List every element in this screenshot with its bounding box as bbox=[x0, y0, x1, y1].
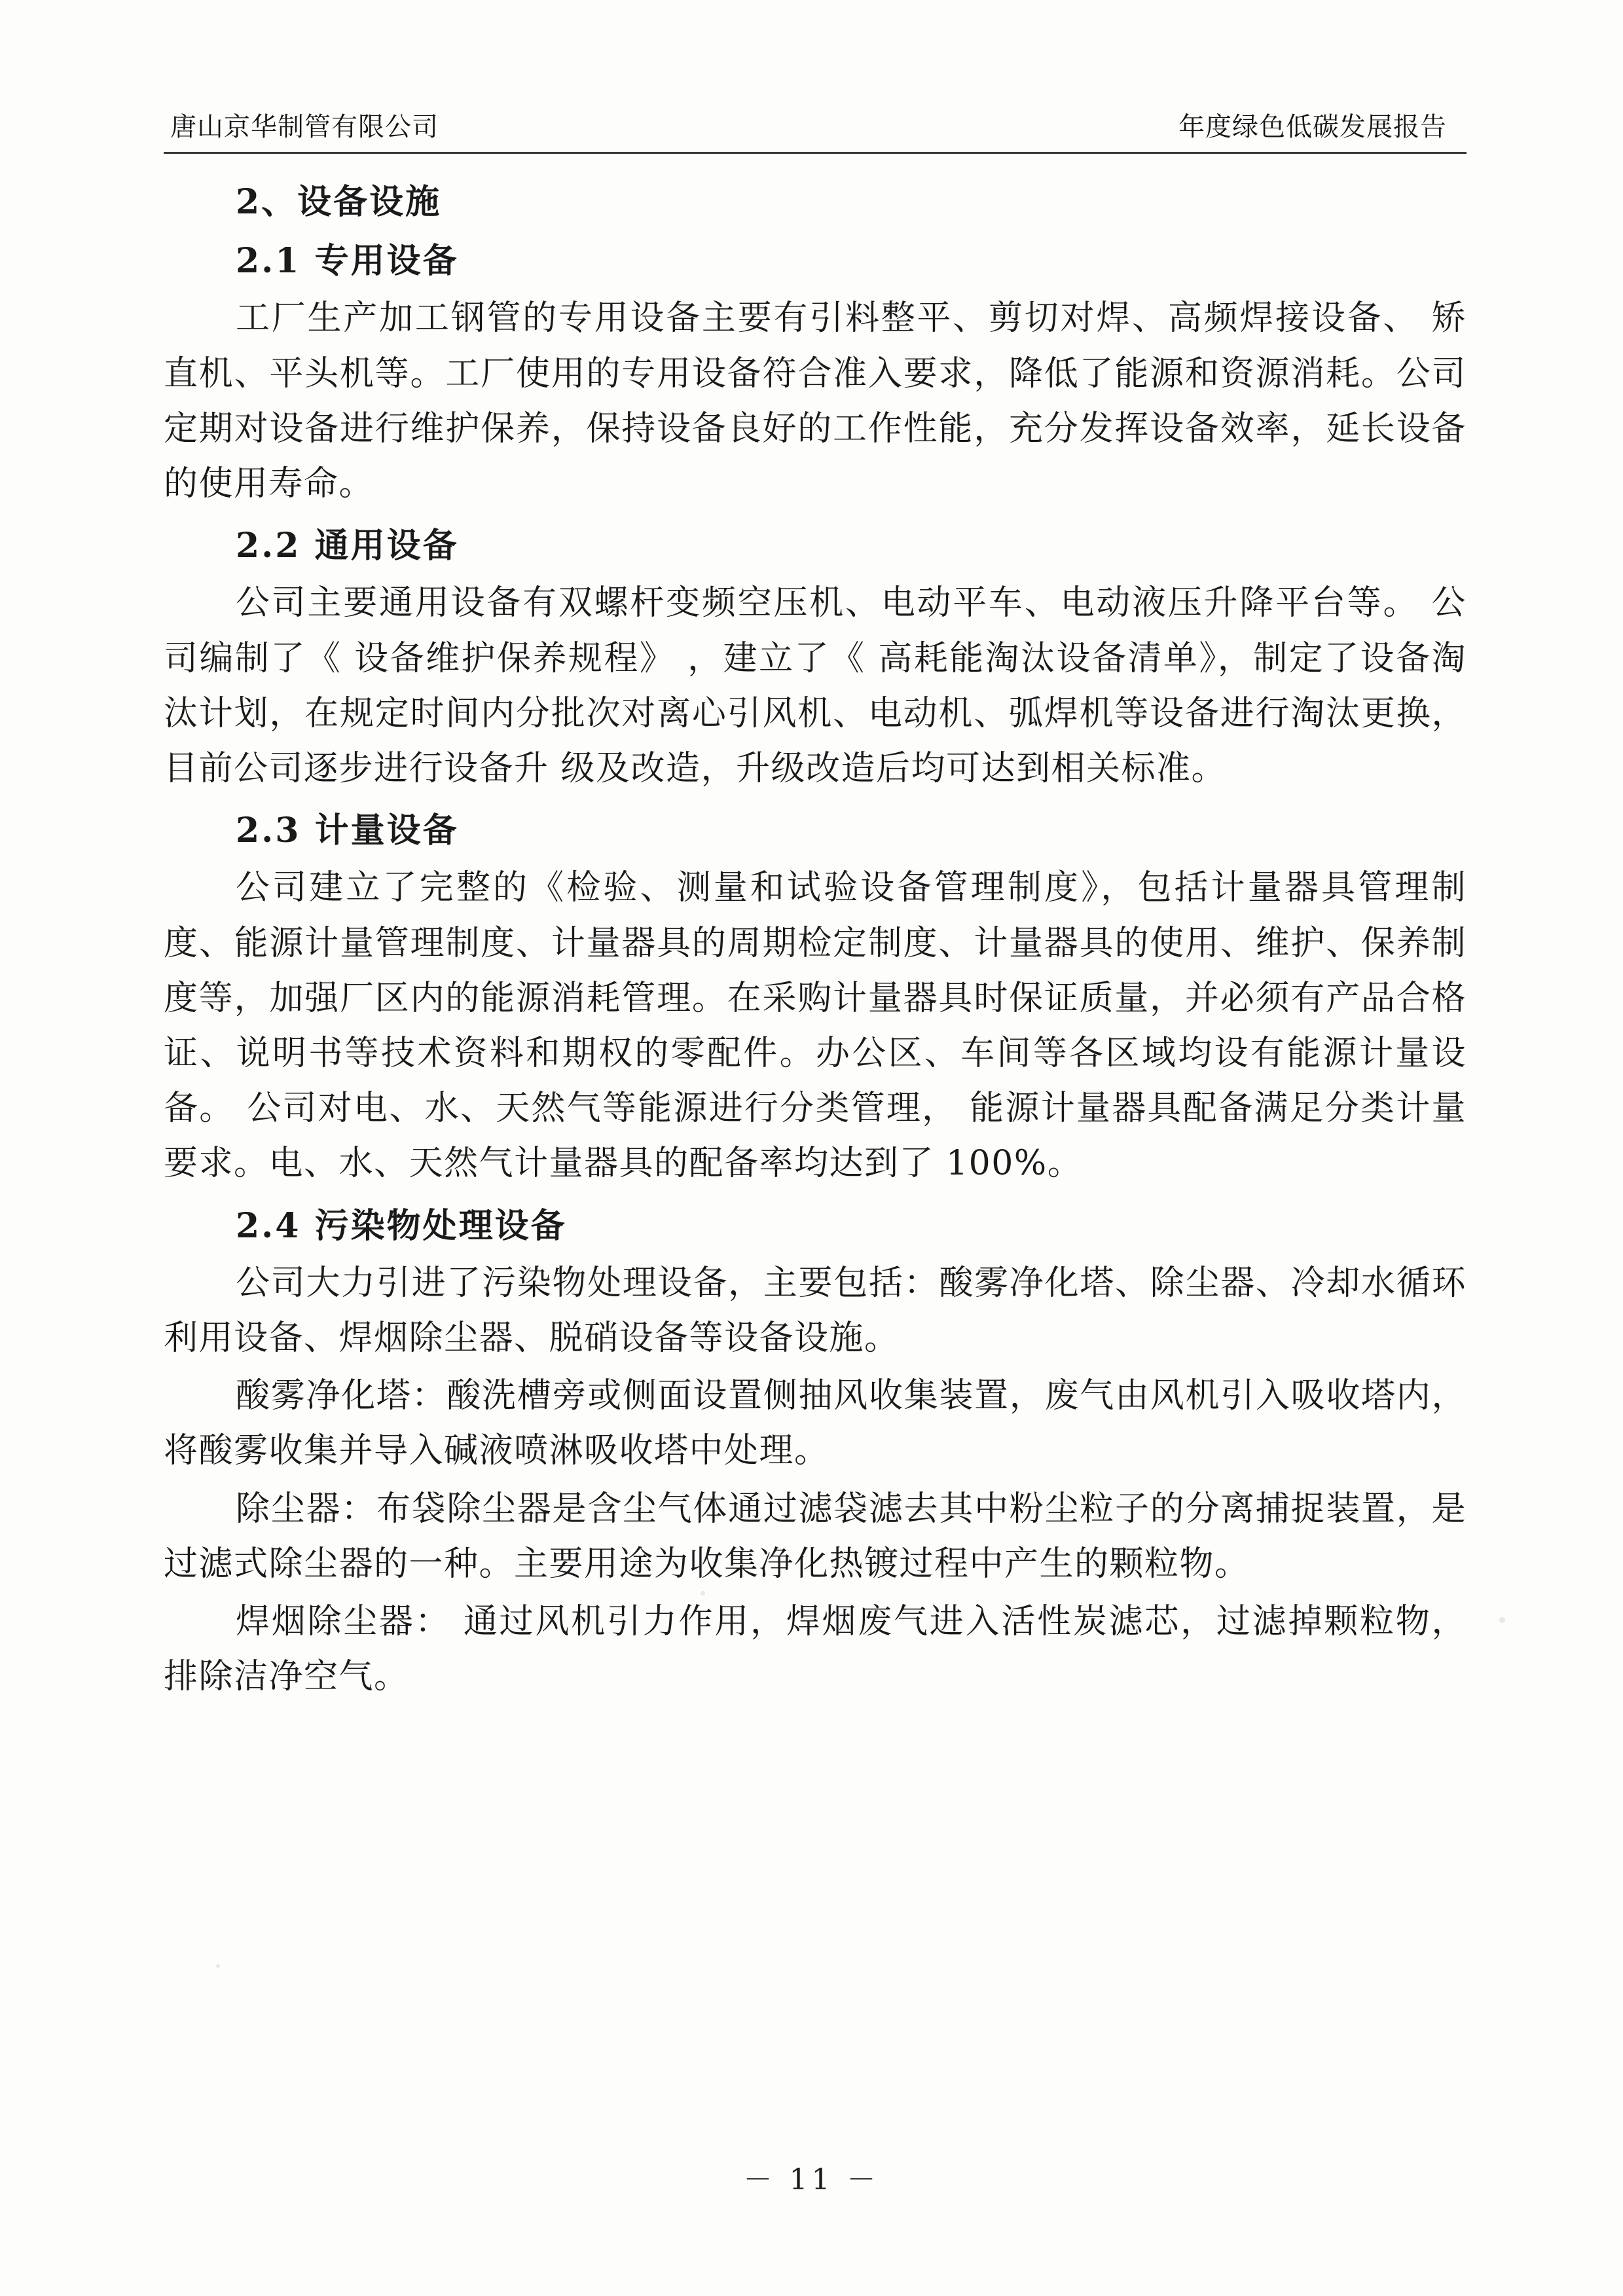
paragraph-dust-collector: 除尘器：布袋除尘器是含尘气体通过滤袋滤去其中粉尘粒子的分离捕捉装置，是过滤式除尘器的一种。主要用途为收集净化热镀过程中产生的颗粒物。 bbox=[164, 1489, 1467, 1584]
paragraph-general-equipment: 公司主要通用设备有双螺杆变频空压机、电动平车、电动液压升降平台等。 公司编制了《 设备维护保养规程》 ，建立了《 高耗能淘汰设备清单》，制定了设备淘汰计划，在规定时间内分批次对离心引风机、电动机、弧焊机等设备进行淘汰更换，目前公司逐步进行设备升 级及改造，升级改造后均可达到相关标准。 bbox=[164, 583, 1467, 789]
header-report-title: 年度绿色低碳发展报告 bbox=[1178, 112, 1447, 142]
paragraph-pollutant-equipment-intro: 公司大力引进了污染物处理设备，主要包括：酸雾净化塔、除尘器、冷却水循环利用设备、焊烟除尘器、脱硝设备等设备设施。 bbox=[164, 1263, 1467, 1358]
subsection-heading-2-1: 2.1 专用设备 bbox=[236, 241, 459, 282]
paragraph-acid-mist-tower: 酸雾净化塔：酸洗槽旁或侧面设置侧抽风收集装置，废气由风机引入吸收塔内，将酸雾收集并导入碱液喷淋吸收塔中处理。 bbox=[164, 1376, 1467, 1471]
subsection-heading-2-3: 2.3 计量设备 bbox=[236, 811, 459, 851]
paper-speck bbox=[1499, 1617, 1505, 1623]
page-content-area bbox=[164, 111, 1467, 1707]
paragraph-special-equipment: 工厂生产加工钢管的专用设备主要有引料整平、剪切对焊、高频焊接设备、 矫直机、平头机等。工厂使用的专用设备符合准入要求，降低了能源和资源消耗。公司定期对设备进行维护保养，保持设备良好的工作性能，充分发挥设备效率，延长设备的使用寿命。 bbox=[164, 299, 1467, 504]
paragraph-welding-fume-collector: 焊烟除尘器： 通过风机引力作用，焊烟废气进入活性炭滤芯，过滤掉颗粒物， 排除洁净空气。 bbox=[164, 1602, 1467, 1697]
header-company-name: 唐山京华制管有限公司 bbox=[170, 112, 439, 142]
paper-speck bbox=[216, 1964, 220, 1968]
section-heading-2: 2、设备设施 bbox=[236, 182, 442, 222]
document-body bbox=[164, 177, 1467, 1705]
subsection-heading-2-2: 2.2 通用设备 bbox=[236, 526, 459, 566]
paragraph-metering-equipment: 公司建立了完整的《检验、测量和试验设备管理制度》，包括计量器具管理制度、能源计量管理制度、计量器具的周期检定制度、计量器具的使用、维护、保养制度等，加强厂区内的能源消耗管理。在采购计量器具时保证质量，并必须有产品合格证、说明书等技术资料和期权的零配件。办公区、车间等各区域均设有能源计量设备。 公司对电、水、天然气等能源进行分类管理， 能源计量器具配备满足分类计量要求。电、水、天然气计量器具的配备率均达到了 100%。 bbox=[164, 868, 1467, 1184]
page-header bbox=[164, 111, 1467, 154]
page-footer bbox=[0, 2156, 1623, 2198]
page-number: － 11 － bbox=[743, 2163, 880, 2196]
subsection-heading-2-4: 2.4 污染物处理设备 bbox=[236, 1205, 567, 1246]
